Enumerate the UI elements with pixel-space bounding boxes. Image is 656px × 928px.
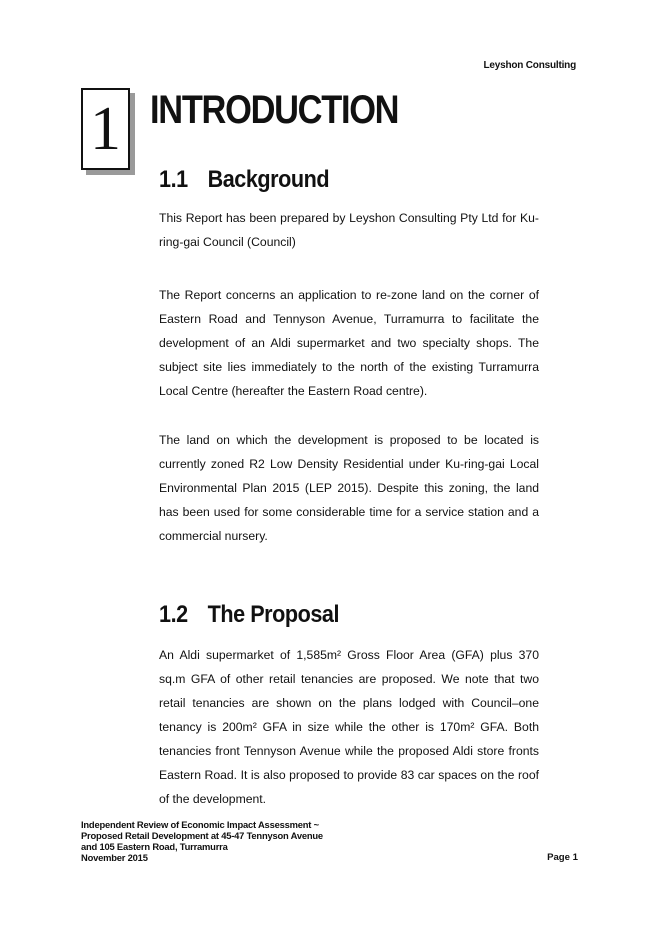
chapter-title: INTRODUCTION	[150, 88, 399, 132]
section-number: 1.2	[159, 601, 188, 628]
section-title: The Proposal	[207, 601, 340, 628]
paragraph: The Report concerns an application to re-zone land on the corner of Eastern Road and Tennyson Avenue, Turramurra to facilitate the development of an Aldi supermarket and two specialty shops. The subject site lies immediately to the north of the existing Turramurra Local Centre (hereafter the Eastern Road centre).	[159, 288, 539, 398]
chapter-number-box	[81, 88, 130, 170]
section-heading-background	[159, 166, 329, 194]
running-header: Leyshon Consulting	[483, 60, 576, 71]
paragraph: An Aldi supermarket of 1,585m² Gross Floor Area (GFA) plus 370 sq.m GFA of other retail tenancies are proposed. We note that two retail tenancies are shown on the plans lodged with Council–one tenancy is 200m² GFA in size while the other is 170m² GFA. Both tenancies front Tennyson Avenue while the proposed Aldi store fronts Eastern Road. It is also proposed to provide 83 car spaces on the roof of the development.	[159, 648, 539, 806]
section-number: 1.1	[159, 166, 188, 193]
footer-line: and 105 Eastern Road, Turramurra	[81, 841, 228, 852]
footer-title-block	[81, 819, 323, 863]
paragraph: This Report has been prepared by Leyshon Consulting Pty Ltd for Ku-ring-gai Council (Council)	[159, 211, 539, 249]
section-heading-proposal	[159, 601, 339, 629]
chapter-number: 1	[90, 95, 121, 163]
footer-line: November 2015	[81, 852, 148, 863]
page-number: Page 1	[547, 852, 578, 863]
section-title: Background	[207, 166, 330, 193]
paragraph: The land on which the development is proposed to be located is currently zoned R2 Low Density Residential under Ku-ring-gai Local Environmental Plan 2015 (LEP 2015). Despite this zoning, the land has been used for some considerable time for a service station and a commercial nursery.	[159, 433, 539, 543]
footer-line: Proposed Retail Development at 45-47 Tennyson Avenue	[81, 830, 323, 841]
footer-line: Independent Review of Economic Impact Assessment ~	[81, 819, 319, 830]
